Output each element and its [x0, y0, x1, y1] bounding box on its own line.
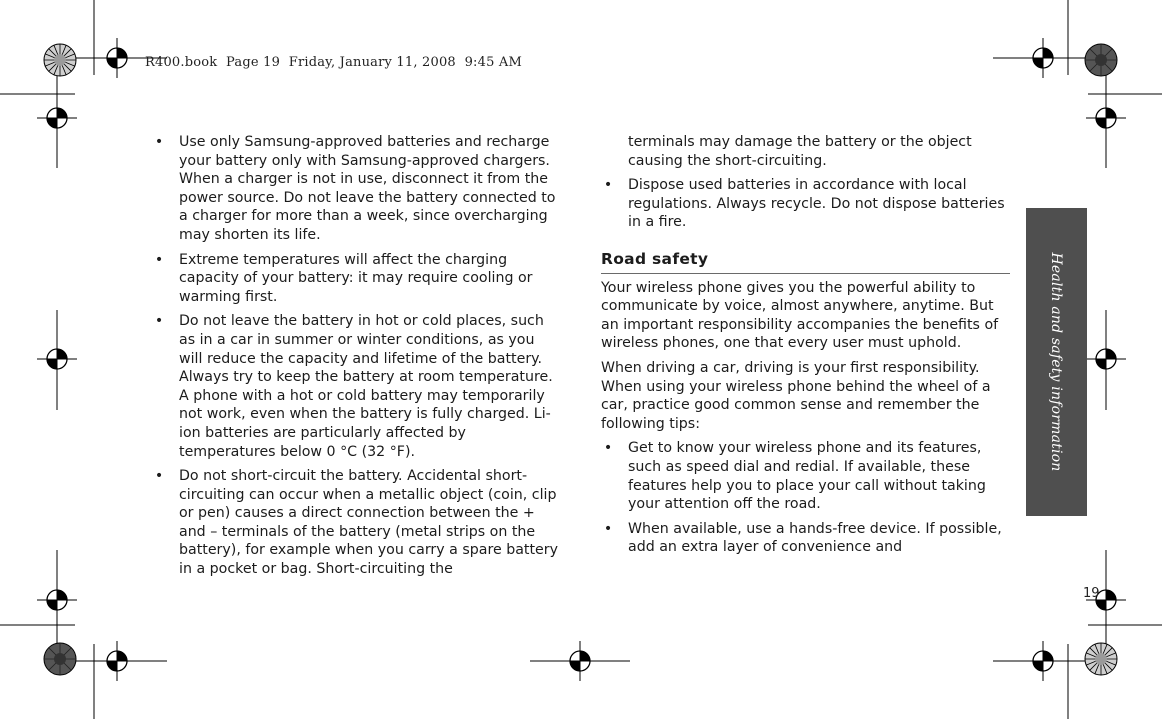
- chapter-side-tab: [1026, 208, 1087, 516]
- print-header: R400.book Page 19 Friday, January 11, 2008 9:45 AM: [145, 55, 522, 70]
- bullet-icon: •: [154, 251, 164, 268]
- list-item: • When available, use a hands-free device. If possible, add an extra layer of convenience and: [601, 520, 1010, 557]
- list-item: • Do not short-circuit the battery. Accidental short-circuiting can occur when a metallic object (coin, clip or pen) causes a direct connection between the + and – terminals of the battery (metal strips on the battery), for example when you carry a spare battery in a pocket or bag. Short-circuiting the: [152, 467, 560, 579]
- section-heading-road-safety: Road safety: [601, 250, 1010, 274]
- list-item: • Extreme temperatures will affect the charging capacity of your battery: it may require cooling or warming first.: [152, 251, 560, 307]
- bullet-icon: •: [154, 313, 164, 330]
- bullet-icon: •: [154, 468, 164, 485]
- bullet-icon: •: [603, 177, 613, 194]
- right-column: [601, 133, 1010, 563]
- continued-text: terminals may damage the battery or the object causing the short-circuiting.: [628, 134, 972, 169]
- left-column: [152, 133, 560, 585]
- chapter-side-tab-label: Health and safety information: [1048, 252, 1064, 472]
- list-item: • Dispose used batteries in accordance with local regulations. Always recycle. Do not dispose batteries in a fire.: [601, 176, 1010, 232]
- bullet-icon: •: [603, 440, 613, 457]
- page-number: 19: [1083, 586, 1100, 601]
- list-item: • Do not leave the battery in hot or cold places, such as in a car in summer or winter conditions, as you will reduce the capacity and lifetime of the battery. Always try to keep the battery at room temperature. A phone with a hot or cold battery may temporarily not work, even when the battery is fully charged. Li-ion batteries are particularly affected by temperatures below 0 °C (32 °F).: [152, 312, 560, 461]
- paragraph: When driving a car, driving is your first responsibility. When using your wireless phone behind the wheel of a car, practice good common sense and remember the following tips:: [601, 359, 991, 432]
- list-item: • Get to know your wireless phone and its features, such as speed dial and redial. If available, these features help you to place your call without taking your attention off the road.: [601, 439, 1010, 513]
- disposal-bullet-list: [601, 176, 1010, 232]
- list-item: • Use only Samsung-approved batteries and recharge your battery only with Samsung-approved chargers. When a charger is not in use, disconnect it from the power source. Do not leave the battery connected to a charger for more than a week, since overcharging may shorten its life.: [152, 133, 560, 245]
- paragraph: Your wireless phone gives you the powerful ability to communicate by voice, almost anywhere, anytime. But an important responsibility accompanies the benefits of wireless phones, one that every user must uphold.: [601, 279, 999, 352]
- driving-tips-list: [601, 439, 1010, 557]
- bullet-icon: •: [154, 134, 164, 150]
- bullet-icon: •: [603, 520, 613, 537]
- battery-bullet-list: [152, 133, 560, 579]
